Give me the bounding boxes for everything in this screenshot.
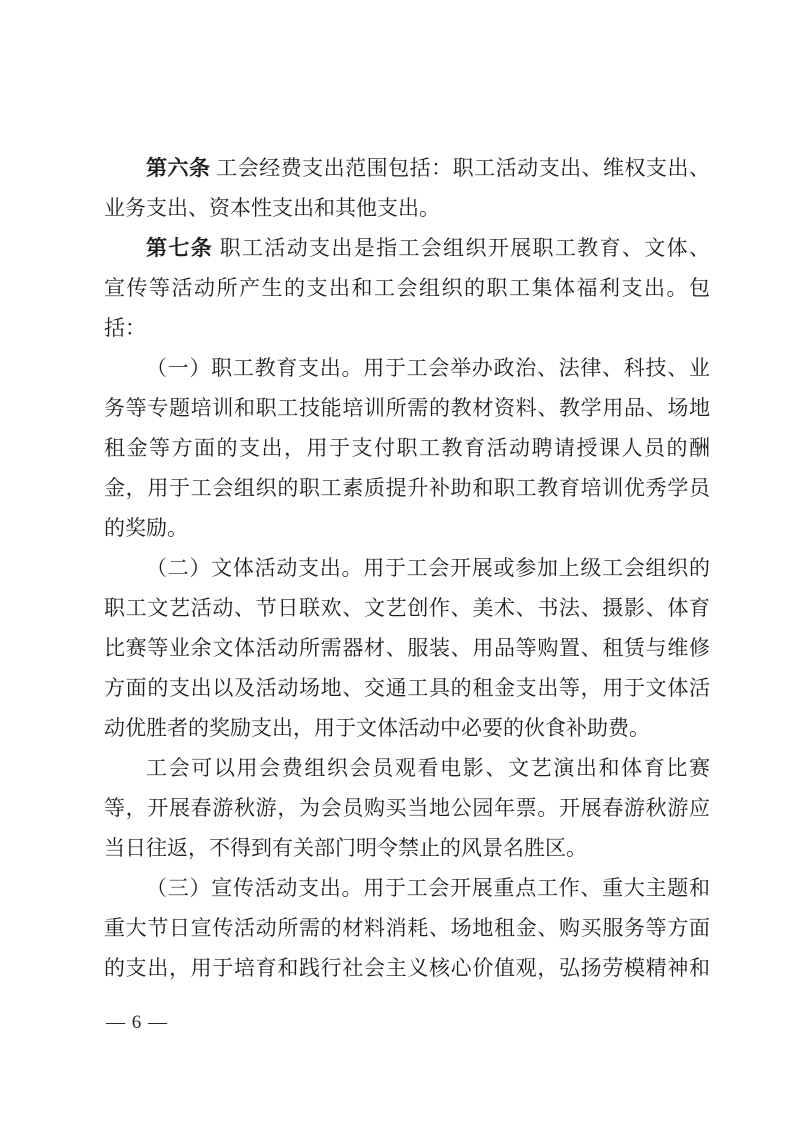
line-text: （三）宣传活动支出。用于工会开展重点工作、重大主题和 bbox=[146, 876, 710, 900]
text-line bbox=[104, 188, 710, 228]
line-text: 方面的支出以及活动场地、交通工具的租金支出等，用于文体活 bbox=[104, 676, 710, 700]
line-text: 括： bbox=[104, 316, 146, 340]
line-text: 工会经费支出范围包括：职工活动支出、维权支出、 bbox=[210, 156, 711, 180]
line-text: 租金等方面的支出，用于支付职工教育活动聘请授课人员的酬 bbox=[104, 436, 710, 460]
text-line bbox=[104, 788, 710, 828]
line-text: 动优胜者的奖励支出，用于文体活动中必要的伙食补助费。 bbox=[104, 716, 650, 740]
text-line bbox=[104, 308, 710, 348]
text-line bbox=[104, 508, 710, 548]
text-line-item-1 bbox=[104, 348, 710, 388]
article-number-heading: 第七条 bbox=[146, 236, 214, 260]
line-text: 职工文艺活动、节日联欢、文艺创作、美术、书法、摄影、体育 bbox=[104, 596, 710, 620]
text-line-article-6 bbox=[104, 148, 710, 188]
text-line bbox=[104, 948, 710, 988]
line-text: 工会可以用会费组织会员观看电影、文艺演出和体育比赛 bbox=[146, 756, 710, 780]
text-line bbox=[104, 628, 710, 668]
line-text: 金，用于工会组织的职工素质提升补助和职工教育培训优秀学员 bbox=[104, 476, 710, 500]
text-line bbox=[104, 708, 710, 748]
document-body bbox=[104, 148, 710, 988]
line-text: （一）职工教育支出。用于工会举办政治、法律、科技、业 bbox=[146, 356, 710, 380]
text-line-item-3 bbox=[104, 868, 710, 908]
text-line bbox=[104, 468, 710, 508]
page-number: — 6 — bbox=[106, 1012, 168, 1033]
text-line bbox=[104, 268, 710, 308]
line-text: 宣传等活动所产生的支出和工会组织的职工集体福利支出。包 bbox=[104, 276, 710, 300]
line-text: 当日往返，不得到有关部门明令禁止的风景名胜区。 bbox=[104, 836, 587, 860]
line-text: 的支出，用于培育和践行社会主义核心价值观，弘扬劳模精神和 bbox=[104, 956, 710, 980]
line-text: 比赛等业余文体活动所需器材、服装、用品等购置、租赁与维修 bbox=[104, 636, 710, 660]
text-line bbox=[104, 828, 710, 868]
line-text: 等，开展春游秋游，为会员购买当地公园年票。开展春游秋游应 bbox=[104, 796, 710, 820]
text-line bbox=[104, 428, 710, 468]
text-line bbox=[104, 588, 710, 628]
text-line bbox=[104, 908, 710, 948]
text-line bbox=[104, 748, 710, 788]
text-line bbox=[104, 388, 710, 428]
line-text: 务等专题培训和职工技能培训所需的教材资料、教学用品、场地 bbox=[104, 396, 710, 420]
line-text: 业务支出、资本性支出和其他支出。 bbox=[104, 196, 440, 220]
text-line-item-2 bbox=[104, 548, 710, 588]
text-line bbox=[104, 668, 710, 708]
line-text: （二）文体活动支出。用于工会开展或参加上级工会组织的 bbox=[146, 556, 710, 580]
text-line-article-7 bbox=[104, 228, 710, 268]
line-text: 的奖励。 bbox=[104, 516, 188, 540]
line-text: 重大节日宣传活动所需的材料消耗、场地租金、购买服务等方面 bbox=[104, 916, 710, 940]
article-number-heading: 第六条 bbox=[146, 156, 211, 180]
line-text: 职工活动支出是指工会组织开展职工教育、文体、 bbox=[213, 236, 711, 260]
